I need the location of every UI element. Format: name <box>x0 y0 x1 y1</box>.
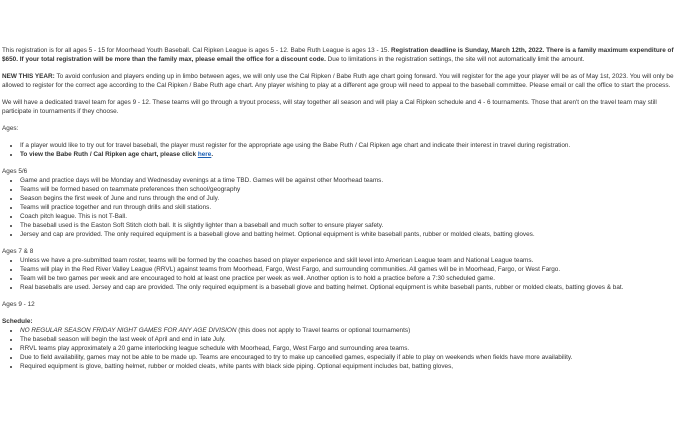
ages-list <box>2 141 682 159</box>
ages-9-12-list <box>2 326 682 371</box>
list-item: • The baseball season will begin the last week of April and end in late July. <box>20 335 682 344</box>
age-chart-period: . <box>211 151 214 158</box>
list-item: • Team will be two games per week and are encouraged to hold at least one practice per week as well. Another option is to hold a practice before a 7:30 scheduled game. <box>20 274 682 283</box>
list-item: • Teams will be formed based on teammate preferences then school/geography <box>20 185 682 194</box>
list-item: • Coach pitch league. This is not T-Ball. <box>20 212 682 221</box>
ages-9-12-heading: Ages 9 - 12 <box>2 301 35 308</box>
list-item: • Due to field availability, games may not be able to be made up. Teams are encouraged to try to make up cancelled games, especially if able to play on weekends when fields have more availability. <box>20 353 682 362</box>
list-item <box>20 326 682 335</box>
no-friday-games-tail: (this does not apply to Travel teams or optional tournaments) <box>236 327 411 334</box>
list-item: • Teams will practice together and run through drills and skill stations. <box>20 203 682 212</box>
ages-heading: Ages: <box>2 125 19 132</box>
list-item: • RRVL teams play approximately a 20 game interlocking league schedule with Moorhead, Fargo, West Fargo and surrounding area teams. <box>20 344 682 353</box>
list-item: • Real baseballs are used. Jersey and cap are provided. The only required equipment is a baseball glove and batting helmet. Optional equipment is white baseball pants, rubber or molded cleats, batting gloves & bat. <box>20 283 682 292</box>
list-item: • Required equipment is glove, batting helmet, rubber or molded cleats, white pants with black side piping. Optional equipment includes bat, batting gloves, <box>20 362 682 371</box>
new-this-year-label: NEW THIS YEAR: <box>2 73 55 80</box>
schedule-label: Schedule: <box>2 318 33 325</box>
intro-text: This registration is for all ages 5 - 15 for Moorhead Youth Baseball. Cal Ripken League is ages 5 - 12. Babe Ruth League is ages 13 - 15. <box>2 47 392 54</box>
ages-5-6-heading: Ages 5/6 <box>2 168 28 175</box>
list-item: • The baseball used is the Easton Soft Stitch cloth ball. It is slightly lighter than a baseball and much softer to ensure player safety. <box>20 221 682 230</box>
new-this-year-text: To avoid confusion and players ending up in limbo between ages, we will only use the Cal Ripken / Babe Ruth age chart going forward. You will register for the age your player will be as of May 1st, 2023. You will only be allowed to register for the correct age according to the Cal Ripken / Babe Ruth age chart. Any player wishing to play at a different age group will need to appeal to the baseball committee. Please email or call the office to start the process. <box>2 73 674 89</box>
list-item: • Jersey and cap are provided. The only required equipment is a baseball glove and batting helmet. Optional equipment is white baseball pants, rubber or molded cleats, batting gloves. <box>20 230 682 239</box>
travel-team-paragraph: We will have a dedicated travel team for ages 9 - 12. These teams will go through a tryout process, will stay together all season and will play a Cal Ripken schedule and 4 - 6 tournaments. Those that aren't on the travel team may still participate in tournaments if they choose. <box>2 99 657 115</box>
intro-tail: Due to limitations in the registration settings, the site will not automatically limit the amount. <box>325 56 585 63</box>
age-chart-link[interactable]: here <box>197 151 212 158</box>
list-item: • If a player would like to try out for travel baseball, the player must register for the appropriate age using the Babe Ruth / Cal Ripken age chart and indicate their interest in travel during registration. <box>20 141 682 150</box>
list-item: • Teams will play in the Red River Valley League (RRVL) against teams from Moorhead, Fargo, West Fargo, and surrounding communities. All games will be in Moorhead, Fargo, or West Fargo. <box>20 265 682 274</box>
list-item: • Game and practice days will be Monday and Wednesday evenings at a time TBD. Games will be against other Moorhead teams. <box>20 176 682 185</box>
ages-7-8-list <box>2 256 682 292</box>
list-item: • Unless we have a pre-submitted team roster, teams will be formed by the coaches based on player experience and skill level into American League team and National League teams. <box>20 256 682 265</box>
list-item: • Season begins the first week of June and runs through the end of July. <box>20 194 682 203</box>
intro-paragraph <box>2 46 682 64</box>
deadline-notice: Registration deadline is Sunday, March 12th, 2022. There is a family maximum expenditure of $650. If your total registration will be more than the family max, please email the office for a discount code. <box>2 47 674 63</box>
list-item <box>20 150 682 159</box>
ages-5-6-list <box>2 176 682 239</box>
no-friday-games-notice: NO REGULAR SEASON FRIDAY NIGHT GAMES FOR ANY AGE DIVISION <box>20 327 237 334</box>
ages-7-8-heading: Ages 7 & 8 <box>2 248 34 255</box>
age-chart-text: To view the Babe Ruth / Cal Ripken age chart, please click <box>20 151 198 158</box>
new-this-year-paragraph <box>2 72 682 90</box>
